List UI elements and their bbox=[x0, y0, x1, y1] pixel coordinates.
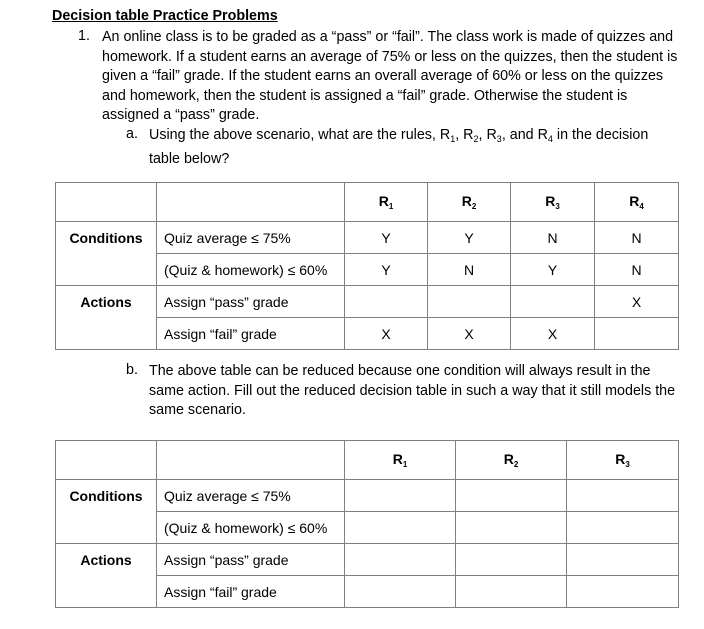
cell-value: X bbox=[428, 318, 511, 350]
answer-cell[interactable] bbox=[456, 544, 567, 576]
answer-cell[interactable] bbox=[456, 576, 567, 608]
table-row bbox=[56, 254, 679, 286]
answer-cell[interactable] bbox=[345, 544, 456, 576]
empty-cell bbox=[56, 183, 157, 222]
rule-header-r3: $R_3$ bbox=[567, 441, 679, 480]
cell-value: X bbox=[595, 286, 679, 318]
problem-text: An online class is to be graded as a “pass” or “fail”. The class work is made of quizzes and homework. If a student earns an average of 75% or less on the quizzes, then the student is given a “fail” grade. If the student earns an overall average of 60% or less on the quizzes and homework, then the student is assigned a “fail” grade. Otherwise the student is assigned a “pass” grade. bbox=[102, 29, 678, 124]
rule-header-r1: $R_1$ bbox=[345, 441, 456, 480]
table-row bbox=[56, 512, 679, 544]
cell-value: N bbox=[595, 222, 679, 254]
table-row bbox=[56, 576, 679, 608]
empty-cell bbox=[56, 576, 157, 608]
cell-value: Y bbox=[345, 254, 428, 286]
cell-value: Y bbox=[428, 222, 511, 254]
answer-cell[interactable] bbox=[456, 512, 567, 544]
cell-value bbox=[511, 286, 595, 318]
page-title: Decision table Practice Problems bbox=[52, 8, 278, 24]
cell-value: Y bbox=[345, 222, 428, 254]
decision-table-reduced bbox=[55, 440, 679, 608]
action-text: Assign “fail” grade bbox=[157, 576, 345, 608]
answer-cell[interactable] bbox=[456, 480, 567, 512]
answer-cell[interactable] bbox=[567, 512, 679, 544]
empty-cell bbox=[56, 254, 157, 286]
part-a-r1-sub: 1 bbox=[450, 134, 456, 144]
rule-header-r4: $R_4$ bbox=[595, 183, 679, 222]
answer-cell[interactable] bbox=[345, 576, 456, 608]
part-a-r3: $R_3$ bbox=[486, 127, 502, 144]
part-a-r2: $R_2$ bbox=[463, 127, 479, 144]
part-a-text: Using the above scenario, what are the rules, $R_1$, $R_2$, $R_3$, and $R_4$ in the decision table below? bbox=[149, 127, 649, 167]
empty-cell bbox=[56, 441, 157, 480]
part-a-text-after: in the decision table below? bbox=[149, 127, 649, 167]
table-row bbox=[56, 544, 679, 576]
condition-text: (Quiz & homework) ≤ 60% bbox=[157, 512, 345, 544]
part-a-text-before: Using the above scenario, what are the rules, R bbox=[149, 127, 451, 143]
part-a-r4: $R_4$ bbox=[537, 127, 553, 144]
answer-cell[interactable] bbox=[345, 512, 456, 544]
cell-value: Y bbox=[511, 254, 595, 286]
condition-text: Quiz average ≤ 75% bbox=[157, 222, 345, 254]
part-b-label: b. bbox=[126, 362, 138, 378]
cell-value bbox=[428, 286, 511, 318]
decision-table-full bbox=[55, 182, 679, 350]
rule-header-r1: $R_1$ bbox=[345, 183, 428, 222]
table-row bbox=[56, 480, 679, 512]
action-text: Assign “pass” grade bbox=[157, 286, 345, 318]
rule-header-r2: $R_2$ bbox=[428, 183, 511, 222]
table-header-row bbox=[56, 441, 679, 480]
answer-cell[interactable] bbox=[567, 544, 679, 576]
empty-cell bbox=[56, 318, 157, 350]
cell-value: N bbox=[511, 222, 595, 254]
problem-number: 1. bbox=[78, 28, 90, 44]
conditions-label: Conditions bbox=[56, 480, 157, 512]
table-row bbox=[56, 222, 679, 254]
cell-value: N bbox=[428, 254, 511, 286]
actions-label: Actions bbox=[56, 544, 157, 576]
actions-label: Actions bbox=[56, 286, 157, 318]
empty-cell bbox=[56, 512, 157, 544]
action-text: Assign “fail” grade bbox=[157, 318, 345, 350]
empty-cell bbox=[157, 183, 345, 222]
cell-value bbox=[345, 286, 428, 318]
condition-text: (Quiz & homework) ≤ 60% bbox=[157, 254, 345, 286]
cell-value: X bbox=[511, 318, 595, 350]
answer-cell[interactable] bbox=[567, 480, 679, 512]
cell-value bbox=[595, 318, 679, 350]
table-row bbox=[56, 286, 679, 318]
empty-cell bbox=[157, 441, 345, 480]
cell-value: N bbox=[595, 254, 679, 286]
table-row bbox=[56, 318, 679, 350]
table-header-row bbox=[56, 183, 679, 222]
condition-text: Quiz average ≤ 75% bbox=[157, 480, 345, 512]
part-a-label: a. bbox=[126, 126, 138, 142]
part-b-text: The above table can be reduced because one condition will always result in the same action. Fill out the reduced decision table in such a way that it still models the same scenario. bbox=[149, 363, 676, 419]
rule-header-r3: $R_3$ bbox=[511, 183, 595, 222]
answer-cell[interactable] bbox=[567, 576, 679, 608]
cell-value: X bbox=[345, 318, 428, 350]
action-text: Assign “pass” grade bbox=[157, 544, 345, 576]
conditions-label: Conditions bbox=[56, 222, 157, 254]
rule-header-r2: $R_2$ bbox=[456, 441, 567, 480]
answer-cell[interactable] bbox=[345, 480, 456, 512]
